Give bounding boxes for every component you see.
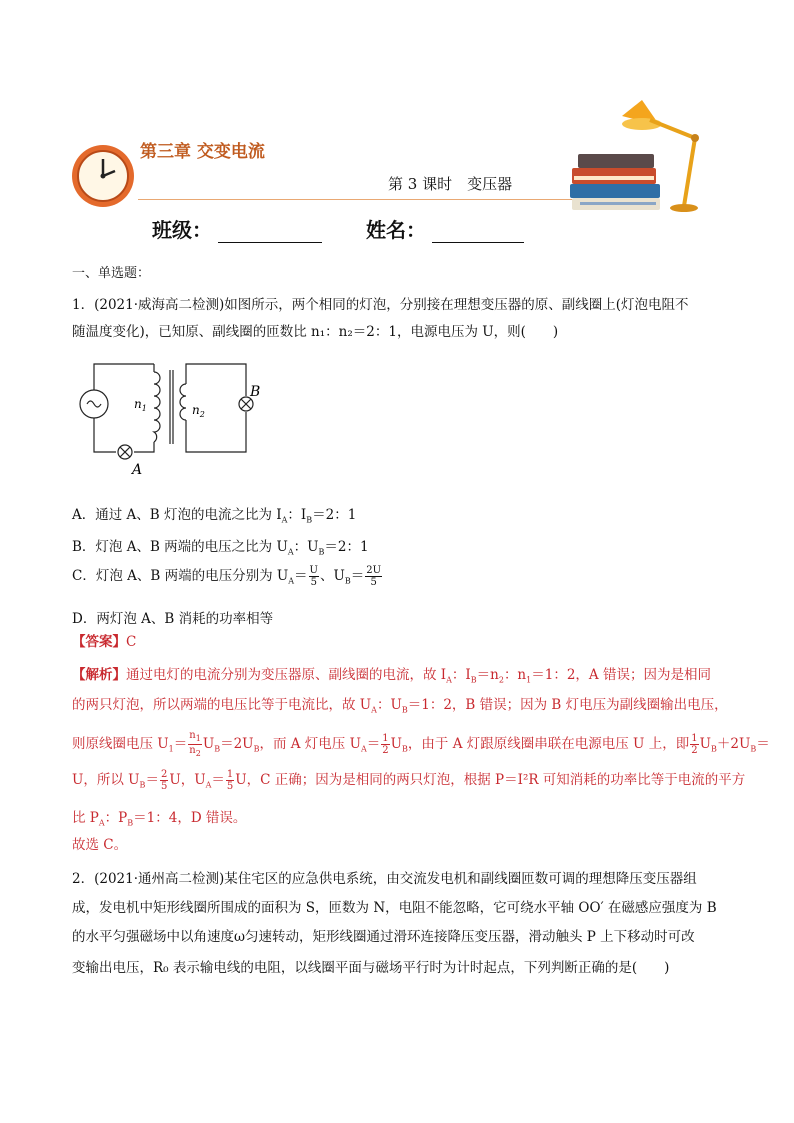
q1-conclusion: 故选 C。 [72,837,128,853]
q1-analysis-line5: 比 $P_A$：$P_B=1$：4，D 错误。 [72,810,247,828]
class-label: 班级： [152,218,212,242]
q1-stem-line2: 随温度变化)，已知原、副线圈的匝数比 n₁：n₂＝2：1，电源电压为 U，则( ) [72,324,559,340]
class-field [152,214,322,243]
q1-answer: 【答案】C [72,634,137,650]
lamp-b-label: B [250,384,261,400]
clock-icon [70,143,136,209]
name-label: 姓名： [366,218,426,242]
name-blank[interactable] [432,222,524,243]
q2-line2: 成，发电机中矩形线圈所围成的面积为 S，匝数为 N，电阻不能忽略，它可绕水平轴 OO′ 在磁感应强度为 B [72,900,717,916]
q1-analysis-line3: 则原线圈电压 $U_1=$ $\frac{n_1}{n_2}$ $U_B=2U_B$，而 A 灯电压 $U_A=$ $\frac{1}{2}$ $U_B$，由于 A 灯跟原线圈串联在电源电压 U 上，即 $\frac{1}{2}$ $U_B+2U_B=$ [72,730,770,758]
transformer-circuit-diagram [78,356,268,480]
class-blank[interactable] [218,222,322,243]
lamp-a-label: A [132,462,143,478]
q1-option-c[interactable]: C．灯泡 A、B 两端的电压分别为 $U_A=$ $\frac{U}{5}$ 、$U_B=$ $\frac{2U}{5}$ [72,565,382,588]
q1-option-d[interactable]: D．两灯泡 A、B 消耗的功率相等 [72,611,274,627]
q2-line3: 的水平匀强磁场中以角速度ω匀速转动，矩形线圈通过滑环连接降压变压器，滑动触头 P 上下移动时可改 [72,929,695,945]
name-field [366,214,524,243]
q1-stem-line1: 1．(2021·威海高二检测)如图所示，两个相同的灯泡，分别接在理想变压器的原、副线圈上(灯泡电阻不 [72,297,689,313]
q1-analysis-line4: U，所以 $U_B=$ $\frac{2}{5}$ U，$U_A=$ $\frac{1}{5}$ U，C 正确；因为是相同的两只灯泡，根据 P＝I²R 可知消耗的功率比等于电流的平方 [72,769,746,792]
lesson-title: 第 3 课时 变压器 [388,175,513,193]
q1-analysis-line1: 【解析】通过电灯的电流分别为变压器原、副线圈的电流，故 $I_A$：$I_B=n_2$：$n_1=1$：2，A 错误；因为是相同 [72,667,711,685]
q1-option-a[interactable]: A．通过 A、B 灯泡的电流之比为 $I_A$：$I_B=2$：1 [72,507,357,525]
chapter-title: 第三章 交变电流 [140,142,265,162]
q2-line1: 2．(2021·通州高二检测)某住宅区的应急供电系统，由交流发电机和副线圈匝数可调的理想降压变压器组 [72,871,697,887]
books-and-lamp-illustration [560,94,710,216]
q1-option-b[interactable]: B．灯泡 A、B 两端的电压之比为 $U_A$：$U_B=2$：1 [72,539,369,557]
q2-line4: 变输出电压，R₀ 表示输电线的电阻，以线圈平面与磁场平行时为计时起点，下列判断正确的是( ) [72,960,670,976]
section-title: 一、单选题： [72,266,151,281]
n1-label: $n_1$ [134,397,147,413]
q1-analysis-line2: 的两只灯泡，所以两端的电压比等于电流比，故 $U_A$：$U_B=1$：2，B 错误；因为 B 灯电压为副线圈输出电压， [72,697,728,715]
n2-label: $n_2$ [192,403,205,419]
